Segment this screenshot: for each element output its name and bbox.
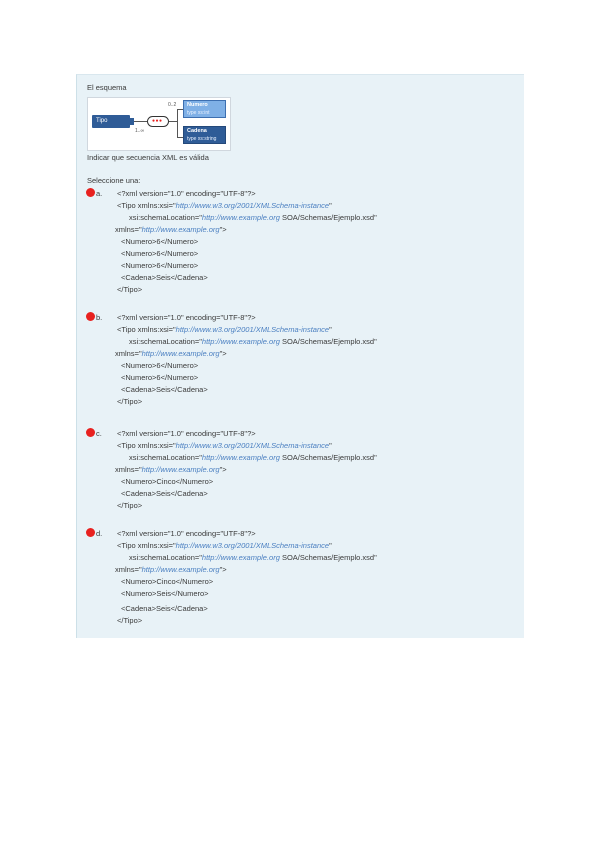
tipo-open-line <box>117 441 332 450</box>
schema-location-link[interactable]: http://www.example.org <box>201 553 280 562</box>
xml-body-line: <Cadena>Seis</Cadena> <box>121 604 208 613</box>
xmlns-link[interactable]: http://www.example.org <box>141 349 220 358</box>
xmlns-attr: xmlns=" <box>115 565 142 574</box>
xml-declaration: <?xml version="1.0" encoding="UTF-8"?> <box>117 189 256 198</box>
xmlns-attr: xmlns=" <box>115 225 142 234</box>
tipo-close-line: </Tipo> <box>117 397 143 406</box>
xmlns-attr: xmlns=" <box>115 349 142 358</box>
xmlns-line <box>115 565 227 574</box>
diagram-line <box>134 121 147 122</box>
xsi-url-link[interactable]: http://www.w3.org/2001/XMLSchema-instance <box>175 201 330 210</box>
option-letter: d. <box>96 529 103 538</box>
radio-option-a[interactable] <box>86 188 95 197</box>
xmlns-line <box>115 349 227 358</box>
option-letter: c. <box>96 429 102 438</box>
xsi-url-link[interactable]: http://www.w3.org/2001/XMLSchema-instance <box>175 325 330 334</box>
quote: " <box>329 325 332 334</box>
tipo-open-text: <Tipo xmlns:xsi=" <box>117 325 176 334</box>
tipo-open-line <box>117 541 332 550</box>
xsi-url-link[interactable]: http://www.w3.org/2001/XMLSchema-instance <box>175 441 330 450</box>
schema-location-link[interactable]: http://www.example.org <box>201 337 280 346</box>
xmlns-close: "> <box>219 465 227 474</box>
xml-declaration: <?xml version="1.0" encoding="UTF-8"?> <box>117 529 256 538</box>
schema-location-link[interactable]: http://www.example.org <box>201 453 280 462</box>
schema-location-attr: xsi:schemaLocation=" <box>129 553 202 562</box>
diagram-sequence-icon <box>147 116 169 127</box>
select-prompt: Seleccione una: <box>87 176 141 185</box>
xml-body-line: <Numero>6</Numero> <box>121 261 199 270</box>
numero-type: type xs:int <box>187 110 210 116</box>
xml-body-line: <Cadena>Seis</Cadena> <box>121 489 208 498</box>
tipo-open-text: <Tipo xmlns:xsi=" <box>117 441 176 450</box>
xml-body-line: <Numero>Cinco</Numero> <box>121 577 214 586</box>
question-panel <box>76 74 524 638</box>
tipo-open-text: <Tipo xmlns:xsi=" <box>117 201 176 210</box>
cadena-type: type xs:string <box>187 136 217 142</box>
tipo-open-text: <Tipo xmlns:xsi=" <box>117 541 176 550</box>
quote: " <box>329 201 332 210</box>
xml-body-line: <Numero>Seis</Numero> <box>121 589 209 598</box>
xml-body-line: <Cadena>Seis</Cadena> <box>121 273 208 282</box>
schema-location-attr: xsi:schemaLocation=" <box>129 213 202 222</box>
xml-body-line: <Numero>6</Numero> <box>121 249 199 258</box>
xsi-url-link[interactable]: http://www.w3.org/2001/XMLSchema-instance <box>175 541 330 550</box>
xml-declaration: <?xml version="1.0" encoding="UTF-8"?> <box>117 313 256 322</box>
xml-body-line: <Numero>6</Numero> <box>121 237 199 246</box>
cadena-title: Cadena <box>187 128 207 134</box>
xmlns-link[interactable]: http://www.example.org <box>141 465 220 474</box>
diagram-cadena-box <box>183 126 226 144</box>
schema-location-line <box>129 337 377 346</box>
xml-body-line: <Numero>6</Numero> <box>121 361 199 370</box>
diagram-root-tipo: Tipo <box>92 115 130 128</box>
diagram-range-label: 1..∞ <box>135 128 145 134</box>
tipo-open-line <box>117 201 332 210</box>
diagram-seq-range: 0..2 <box>168 102 177 108</box>
quote: " <box>329 441 332 450</box>
question-text: Indicar que secuencia XML es válida <box>87 153 209 162</box>
radio-option-b[interactable] <box>86 312 95 321</box>
xml-body-line: <Numero>6</Numero> <box>121 373 199 382</box>
schema-location-path: SOA/Schemas/Ejemplo.xsd" <box>279 213 377 222</box>
tipo-close-line: </Tipo> <box>117 501 143 510</box>
schema-location-attr: xsi:schemaLocation=" <box>129 453 202 462</box>
xml-body-line: <Cadena>Seis</Cadena> <box>121 385 208 394</box>
radio-option-c[interactable] <box>86 428 95 437</box>
tipo-open-line <box>117 325 332 334</box>
schema-location-line <box>129 553 377 562</box>
xmlns-attr: xmlns=" <box>115 465 142 474</box>
schema-diagram <box>87 97 231 151</box>
intro-text: El esquema <box>87 83 127 92</box>
xmlns-link[interactable]: http://www.example.org <box>141 225 220 234</box>
schema-location-path: SOA/Schemas/Ejemplo.xsd" <box>279 337 377 346</box>
option-letter: b. <box>96 313 103 322</box>
xmlns-line <box>115 225 227 234</box>
schema-location-line <box>129 453 377 462</box>
quote: " <box>329 541 332 550</box>
schema-location-path: SOA/Schemas/Ejemplo.xsd" <box>279 553 377 562</box>
xmlns-close: "> <box>219 225 227 234</box>
xml-declaration: <?xml version="1.0" encoding="UTF-8"?> <box>117 429 256 438</box>
sequence-dots-icon: ●●● <box>152 118 163 124</box>
schema-location-path: SOA/Schemas/Ejemplo.xsd" <box>279 453 377 462</box>
xmlns-line <box>115 465 227 474</box>
schema-location-attr: xsi:schemaLocation=" <box>129 337 202 346</box>
xmlns-close: "> <box>219 565 227 574</box>
schema-location-line <box>129 213 377 222</box>
radio-option-d[interactable] <box>86 528 95 537</box>
diagram-numero-box <box>183 100 226 118</box>
diagram-line <box>169 121 177 122</box>
xmlns-link[interactable]: http://www.example.org <box>141 565 220 574</box>
xmlns-close: "> <box>219 349 227 358</box>
option-letter: a. <box>96 189 103 198</box>
tipo-close-line: </Tipo> <box>117 616 143 625</box>
numero-title: Numero <box>187 102 208 108</box>
schema-location-link[interactable]: http://www.example.org <box>201 213 280 222</box>
xml-body-line: <Numero>Cinco</Numero> <box>121 477 214 486</box>
tipo-close-line: </Tipo> <box>117 285 143 294</box>
